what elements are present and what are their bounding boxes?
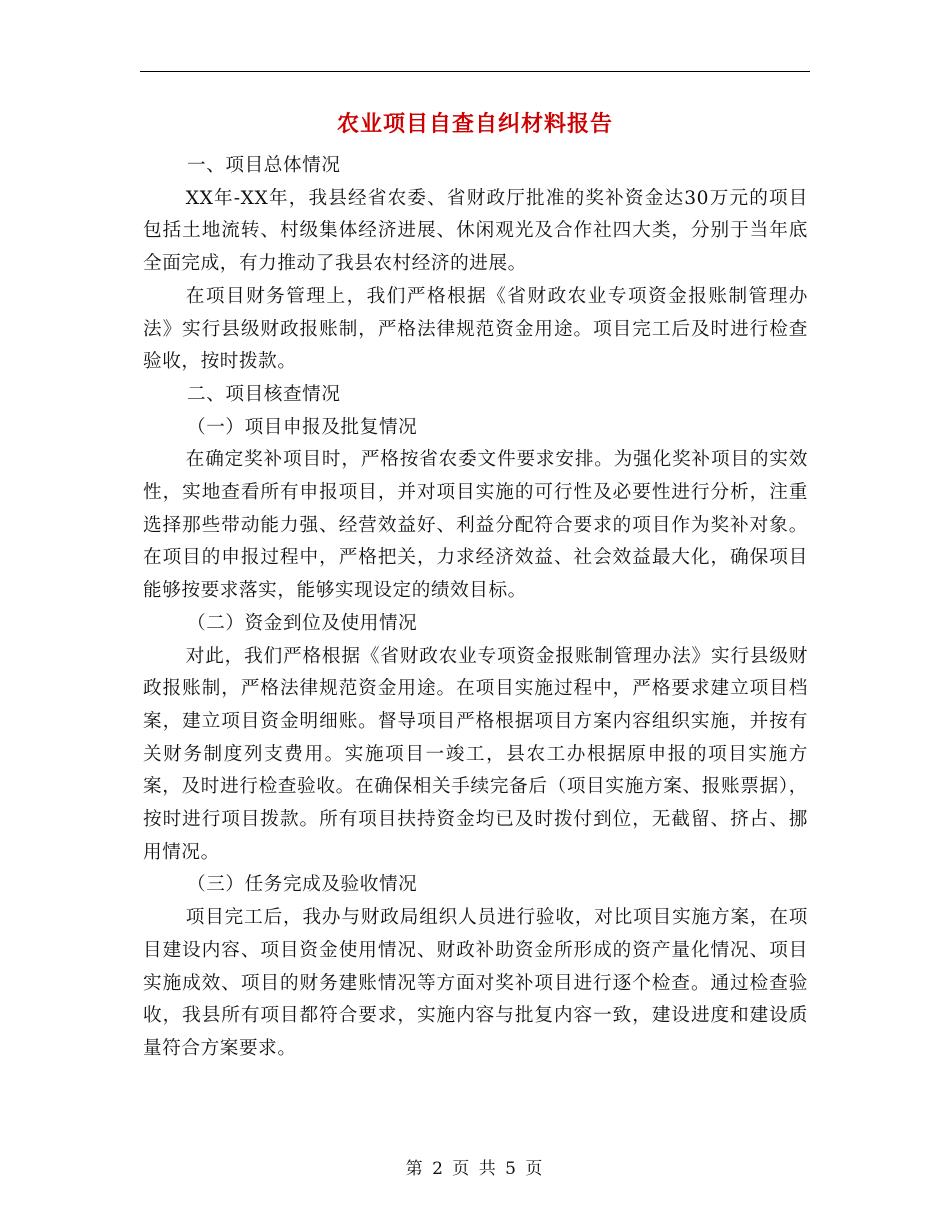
paragraph-acceptance: 项目完工后，我办与财政局组织人员进行验收，对比项目实施方案，在项目建设内容、项目资金使用情况、财政补助资金所形成的资产量化情况、项目实施成效、项目的财务建账情况等方面对奖补项目进行逐个检查。通过检查验收，我县所有项目都符合要求，实施内容与批复内容一致，建设进度和建设质量符合方案要求。 (143, 907, 808, 1059)
section-heading-1: 一、项目总体情况 (187, 155, 341, 176)
document-body (143, 150, 808, 1066)
subsection-heading-3: （三）任务完成及验收情况 (187, 874, 418, 896)
subsection-heading-1: （一）项目申报及批复情况 (187, 416, 418, 438)
subsection-heading-2: （二）资金到位及使用情况 (187, 612, 418, 634)
paragraph-overview: XX年-XX年，我县经省农委、省财政厅批准的奖补资金达30万元的项目包括土地流转、村级集体经济进展、休闲观光及合作社四大类，分别于当年底全面完成，有力推动了我县农村经济的进展。 (143, 187, 808, 275)
header-rule (140, 71, 810, 72)
page-footer: 第 2 页 共 5 页 (405, 1159, 545, 1179)
paragraph-finance: 在项目财务管理上，我们严格根据《省财政农业专项资金报账制管理办法》实行县级财政报账制，严格法律规范资金用途。项目完工后及时进行检查验收，按时拨款。 (143, 285, 808, 373)
section-heading-2: 二、项目核查情况 (187, 383, 341, 405)
document-title: 农业项目自查自纠材料报告 (336, 111, 613, 137)
paragraph-application: 在确定奖补项目时，严格按省农委文件要求安排。为强化奖补项目的实效性，实地查看所有申报项目，并对项目实施的可行性及必要性进行分析，注重选择那些带动能力强、经营效益好、利益分配符合要求的项目作为奖补对象。在项目的申报过程中，严格把关，力求经济效益、社会效益最大化，确保项目能够按要求落实，能够实现设定的绩效目标。 (143, 449, 808, 602)
paragraph-funds: 对此，我们严格根据《省财政农业专项资金报账制管理办法》实行县级财政报账制，严格法律规范资金用途。在项目实施过程中，严格要求建立项目档案，建立项目资金明细账。督导项目严格根据项目方案内容组织实施，并按有关财务制度列支费用。实施项目一竣工，县农工办根据原申报的项目实施方案，及时进行检查验收。在确保相关手续完备后（项目实施方案、报账票据），按时进行项目拨款。所有项目扶持资金均已及时拨付到位，无截留、挤占、挪用情况。 (143, 645, 808, 863)
